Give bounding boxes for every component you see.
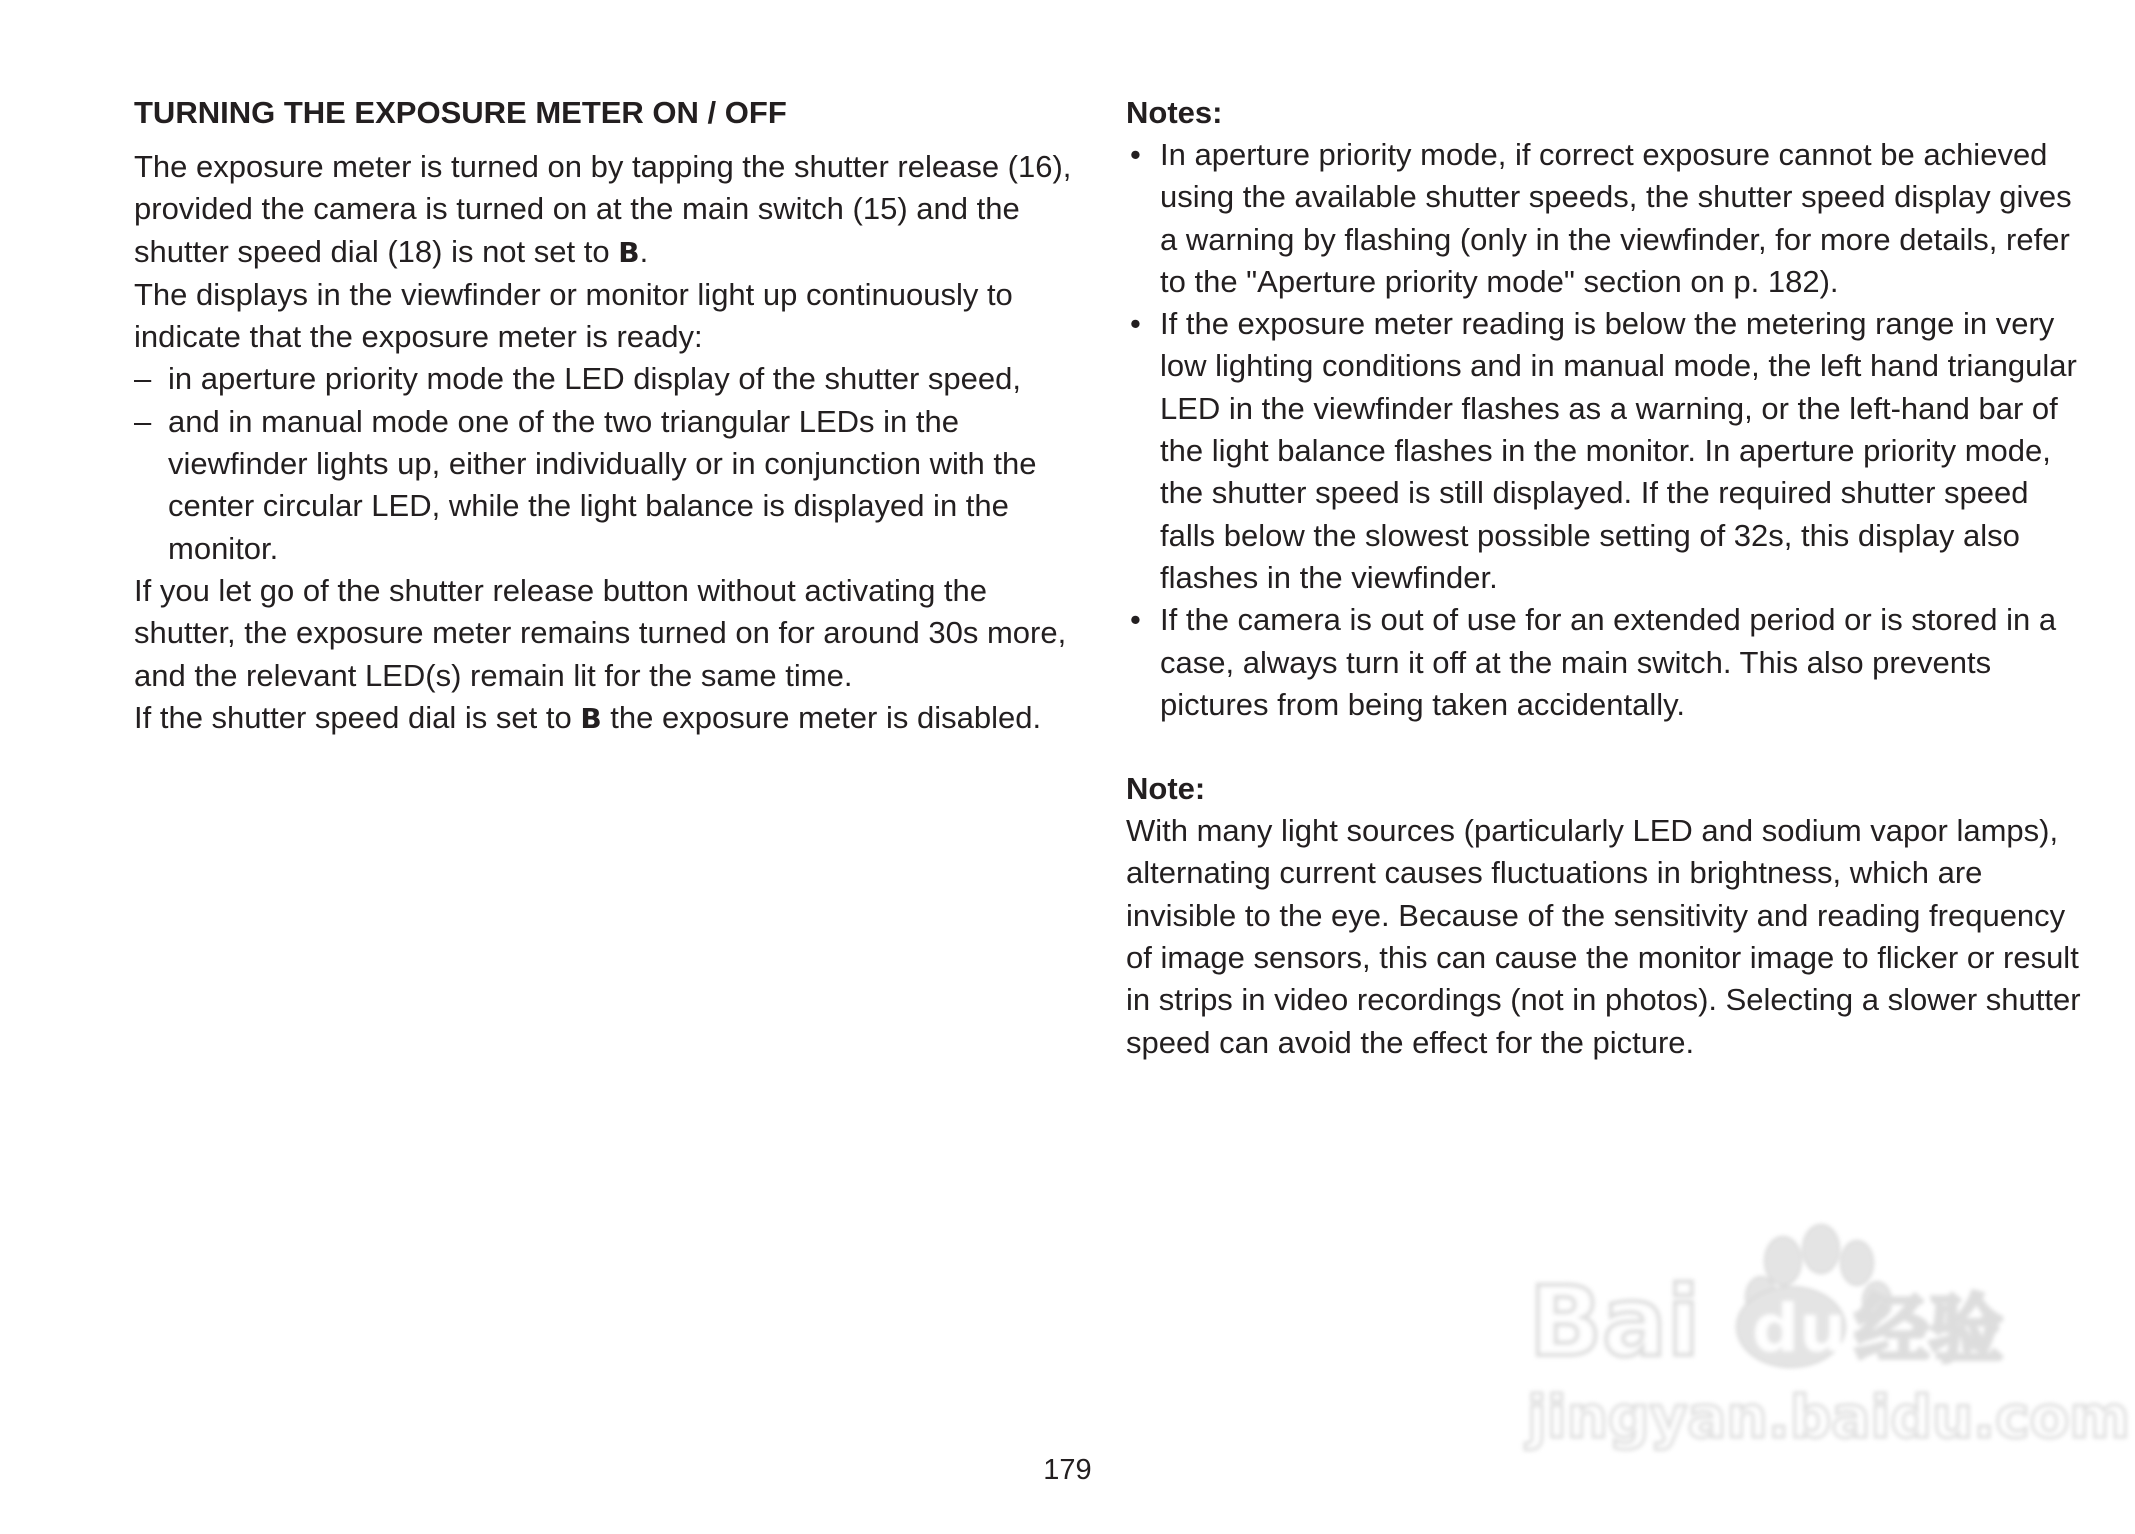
baidu-paw-logo-icon	[1515, 1215, 2130, 1455]
notes-list	[1126, 134, 2081, 726]
note-block	[1126, 768, 2081, 1064]
dash-marker: –	[134, 403, 152, 439]
svg-text:du: du	[1752, 1290, 1847, 1367]
note-text: With many light sources (particularly LED and sodium vapor lamps), alternating current causes fluctuations in brightness, which are invisible to the eye. Because of the sensitivity and reading frequency of image sensors, this can cause the monitor image to flicker or result in strips in video recordings (not in photos). Selecting a slower shutter speed can avoid the effect for the picture.	[1126, 813, 2081, 1060]
list-item: • If the camera is out of use for an extended period or is stored in a case, always turn it off at the main switch. This also prevents pictures from being taken accidentally.	[1126, 599, 2081, 726]
list-item: – in aperture priority mode the LED display of the shutter speed,	[134, 358, 1074, 400]
bullet-marker: •	[1130, 137, 1141, 172]
bullet-marker: •	[1130, 306, 1141, 342]
page-number: 179	[1043, 1454, 1092, 1486]
section-heading: TURNING THE EXPOSURE METER ON / OFF	[134, 95, 787, 130]
list-item: • In aperture priority mode, if correct exposure cannot be achieved using the available shutter speeds, the shutter speed display gives a warning by flashing (only in the viewfinder, for more details, refer to the "Aperture priority mode" section on p. 182).	[1126, 134, 2081, 303]
paragraph-let-go: If you let go of the shutter release button without activating the shutter, the exposure meter remains turned on for around 30s more, and the relevant LED(s) remain lit for the same time.	[134, 572, 1067, 693]
paragraph-displays: The displays in the viewfinder or monitor light up continuously to indicate that the exposure meter is ready:	[134, 276, 1013, 355]
left-column	[134, 92, 1074, 740]
dash-marker: –	[134, 361, 152, 397]
svg-text:经验: 经验	[1855, 1287, 2003, 1373]
note-heading: Note:	[1126, 771, 1206, 807]
paragraph-disabled: If the shutter speed dial is set to B the exposure meter is disabled.	[134, 699, 1042, 735]
notes-heading: Notes:	[1126, 95, 1223, 130]
svg-text:jingyan.baidu.com: jingyan.baidu.com	[1527, 1383, 2130, 1451]
bulb-setting-glyph: B	[580, 701, 602, 735]
dash-list	[134, 358, 1074, 569]
bulb-setting-glyph: B	[618, 235, 640, 269]
list-item: – and in manual mode one of the two triangular LEDs in the viewfinder lights up, either individually or in conjunction with the center circular LED, while the light balance is displayed in the monitor.	[134, 401, 1074, 570]
bullet-marker: •	[1130, 602, 1141, 638]
svg-text:Bai: Bai	[1529, 1266, 1700, 1378]
baidu-watermark	[1515, 1215, 2130, 1455]
right-column	[1126, 92, 2081, 1064]
list-item: • If the exposure meter reading is below the metering range in very low lighting conditions and in manual mode, the left hand triangular LED in the viewfinder flashes as a warning, or the left-hand bar of the light balance flashes in the monitor. In aperture priority mode, the shutter speed is still displayed. If the required shutter speed falls below the slowest possible setting of 32s, this display also flashes in the viewfinder.	[1126, 303, 2081, 599]
paragraph-turn-on: The exposure meter is turned on by tapping the shutter release (16), provided the camera is turned on at the main switch (15) and the shutter speed dial (18) is not set to B.	[134, 149, 1072, 269]
